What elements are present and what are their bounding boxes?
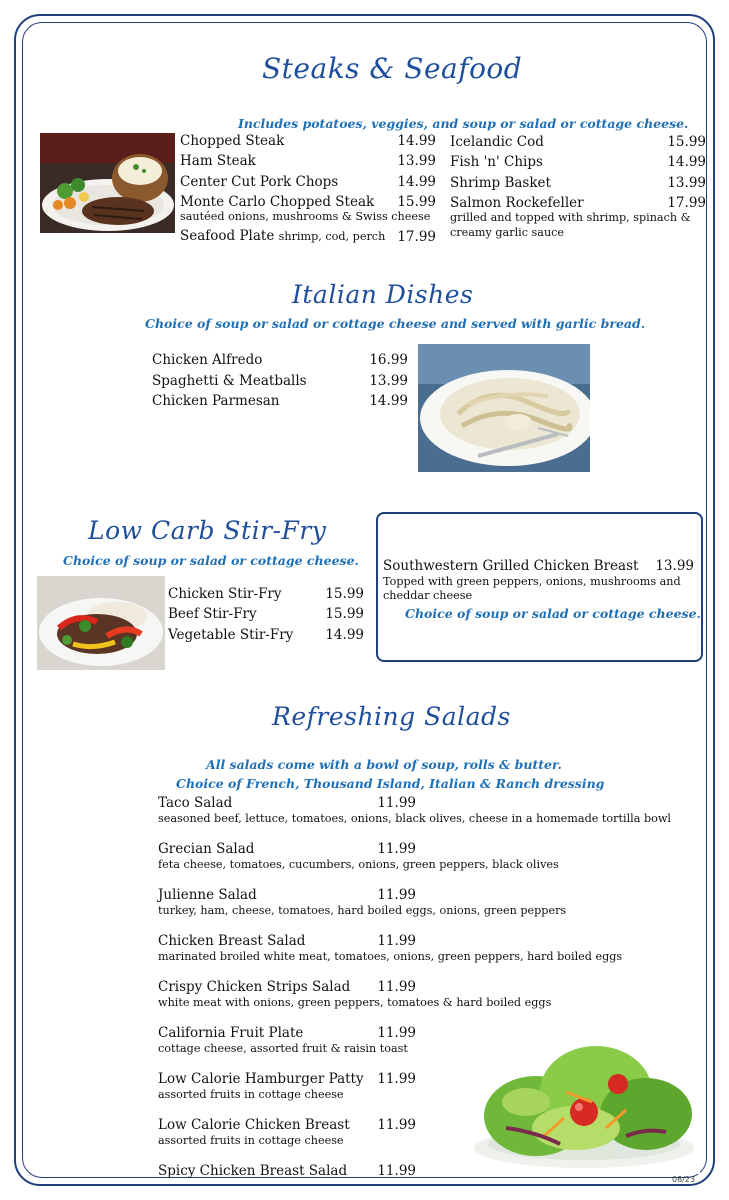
steaks-right-price-1: 15.99 bbox=[667, 134, 706, 150]
section-title-stirfry: Low Carb Stir-Fry bbox=[88, 516, 327, 545]
salad-price-8: 11.99 bbox=[377, 1117, 416, 1133]
steaks-right-item-4: Salmon Rockefeller bbox=[450, 195, 584, 211]
steaks-right-price-3: 13.99 bbox=[667, 175, 706, 191]
steaks-left-price-3: 14.99 bbox=[397, 174, 436, 190]
seafood-plate-inline: shrimp, cod, perch bbox=[278, 230, 386, 243]
stirfry-price-1: 15.99 bbox=[325, 586, 364, 602]
stirfry-item-2: Beef Stir-Fry bbox=[168, 606, 257, 622]
italian-price-3: 14.99 bbox=[369, 393, 408, 409]
special-desc-2: cheddar cheese bbox=[383, 589, 473, 602]
section-title-italian: Italian Dishes bbox=[292, 280, 474, 309]
salad-desc-1: seasoned beef, lettuce, tomatoes, onions, black olives, cheese in a homemade tortilla bowl bbox=[158, 812, 671, 825]
salad-item-1: Taco Salad bbox=[158, 795, 233, 811]
special-item-name: Southwestern Grilled Chicken Breast bbox=[383, 558, 639, 574]
salad-desc-5: white meat with onions, green peppers, tomatoes & hard boiled eggs bbox=[158, 996, 552, 1009]
menu-code: 08/23 bbox=[672, 1175, 696, 1184]
italian-price-2: 13.99 bbox=[369, 373, 408, 389]
stirfry-note: Choice of soup or salad or cottage cheese. bbox=[63, 553, 359, 568]
salad-item-8: Low Calorie Chicken Breast bbox=[158, 1117, 350, 1133]
steaks-right-desc-4b: creamy garlic sauce bbox=[450, 226, 565, 239]
italian-item-3: Chicken Parmesan bbox=[152, 393, 280, 409]
steaks-right-desc-4a: grilled and topped with shrimp, spinach & bbox=[450, 211, 691, 224]
steaks-left-price-2: 13.99 bbox=[397, 153, 436, 169]
section-title-salads: Refreshing Salads bbox=[272, 702, 511, 731]
steaks-right-price-4: 17.99 bbox=[667, 195, 706, 211]
steaks-left-price-4: 15.99 bbox=[397, 194, 436, 210]
salad-price-1: 11.99 bbox=[377, 795, 416, 811]
special-note: Choice of soup or salad or cottage cheese. bbox=[405, 606, 701, 621]
salad-price-2: 11.99 bbox=[377, 841, 416, 857]
stirfry-item-3: Vegetable Stir-Fry bbox=[168, 627, 294, 643]
salad-item-4: Chicken Breast Salad bbox=[158, 933, 306, 949]
salad-item-9: Spicy Chicken Breast Salad bbox=[158, 1163, 348, 1179]
special-desc-1: Topped with green peppers, onions, mushrooms and bbox=[383, 575, 681, 588]
salad-price-5: 11.99 bbox=[377, 979, 416, 995]
salad-photo bbox=[466, 1032, 700, 1174]
steaks-right-price-2: 14.99 bbox=[667, 154, 706, 170]
steaks-left-item-1: Chopped Steak bbox=[180, 133, 285, 149]
section-title-steaks: Steaks & Seafood bbox=[262, 52, 523, 85]
steaks-left-item-5 bbox=[180, 228, 385, 244]
stirfry-item-1: Chicken Stir-Fry bbox=[168, 586, 282, 602]
salad-desc-7: assorted fruits in cottage cheese bbox=[158, 1088, 344, 1101]
salad-desc-8: assorted fruits in cottage cheese bbox=[158, 1134, 344, 1147]
steak-photo bbox=[40, 133, 175, 233]
pasta-photo bbox=[418, 344, 590, 472]
salads-note-1: All salads come with a bowl of soup, rolls & butter. bbox=[206, 757, 562, 772]
salad-desc-6: cottage cheese, assorted fruit & raisin toast bbox=[158, 1042, 408, 1055]
salad-desc-4: marinated broiled white meat, tomatoes, onions, green peppers, hard boiled eggs bbox=[158, 950, 623, 963]
steaks-left-price-1: 14.99 bbox=[397, 133, 436, 149]
steaks-right-item-3: Shrimp Basket bbox=[450, 175, 551, 191]
salad-item-5: Crispy Chicken Strips Salad bbox=[158, 979, 351, 995]
salad-item-6: California Fruit Plate bbox=[158, 1025, 304, 1041]
salad-price-7: 11.99 bbox=[377, 1071, 416, 1087]
steaks-right-item-1: Icelandic Cod bbox=[450, 134, 544, 150]
steaks-left-item-2: Ham Steak bbox=[180, 153, 256, 169]
italian-item-2: Spaghetti & Meatballs bbox=[152, 373, 307, 389]
salad-desc-2: feta cheese, tomatoes, cucumbers, onions, green peppers, black olives bbox=[158, 858, 559, 871]
salads-note-2: Choice of French, Thousand Island, Italian & Ranch dressing bbox=[176, 776, 605, 791]
special-item-price: 13.99 bbox=[655, 558, 694, 574]
stirfry-photo bbox=[37, 576, 165, 670]
salad-item-3: Julienne Salad bbox=[158, 887, 257, 903]
salad-price-3: 11.99 bbox=[377, 887, 416, 903]
stirfry-price-2: 15.99 bbox=[325, 606, 364, 622]
italian-item-1: Chicken Alfredo bbox=[152, 352, 263, 368]
seafood-plate-name: Seafood Plate bbox=[180, 228, 275, 244]
salad-price-9: 11.99 bbox=[377, 1163, 416, 1179]
steaks-left-price-5: 17.99 bbox=[397, 229, 436, 245]
steaks-note: Includes potatoes, veggies, and soup or salad or cottage cheese. bbox=[238, 116, 689, 131]
salad-price-6: 11.99 bbox=[377, 1025, 416, 1041]
steaks-left-desc-4: sautéed onions, mushrooms & Swiss cheese bbox=[180, 210, 431, 223]
steaks-right-item-2: Fish 'n' Chips bbox=[450, 154, 543, 170]
stirfry-price-3: 14.99 bbox=[325, 627, 364, 643]
steaks-left-item-3: Center Cut Pork Chops bbox=[180, 174, 339, 190]
salad-item-2: Grecian Salad bbox=[158, 841, 255, 857]
salad-desc-3: turkey, ham, cheese, tomatoes, hard boiled eggs, onions, green peppers bbox=[158, 904, 567, 917]
italian-note: Choice of soup or salad or cottage cheese and served with garlic bread. bbox=[145, 316, 646, 331]
salad-item-7: Low Calorie Hamburger Patty bbox=[158, 1071, 364, 1087]
steaks-left-item-4: Monte Carlo Chopped Steak bbox=[180, 194, 375, 210]
salad-price-4: 11.99 bbox=[377, 933, 416, 949]
italian-price-1: 16.99 bbox=[369, 352, 408, 368]
